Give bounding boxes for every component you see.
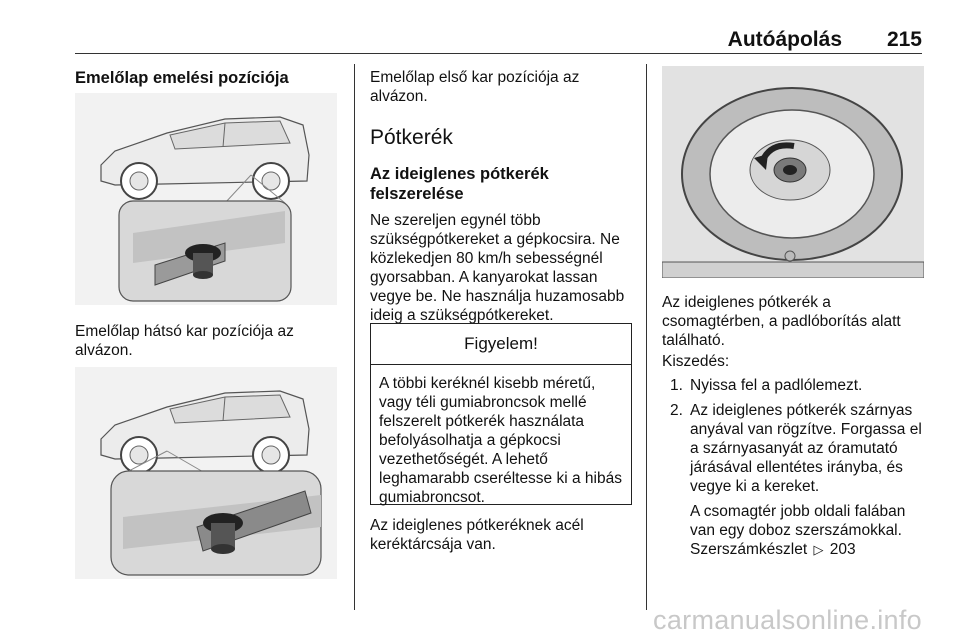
- removal-steps: [662, 376, 932, 565]
- warning-title: Figyelem!: [371, 324, 631, 365]
- reference-label: Szerszámkészlet: [690, 541, 808, 558]
- step-number: 1.: [670, 377, 683, 394]
- section-title: Pótkerék: [370, 126, 453, 149]
- car-jack-front-illustration: [75, 367, 337, 579]
- middle-after: Az ideiglenes pótkeréknek acél keréktárcsája van.: [370, 517, 584, 553]
- spare-wheel-illustration: [662, 66, 924, 278]
- car-jack-rear-illustration: [75, 93, 337, 305]
- header-rule: [75, 53, 922, 54]
- page-number: 215: [886, 28, 922, 51]
- step-number: 2.: [670, 402, 683, 419]
- page-header-title: Autóápolás: [727, 28, 842, 51]
- arrow-reference-icon: ▷: [813, 542, 824, 557]
- column-divider-2: [646, 64, 647, 610]
- removal-label: Kiszedés:: [662, 353, 730, 370]
- figure-rear-jack-position: [75, 93, 337, 305]
- warning-text: A többi keréknél kisebb méretű, vagy téli gumiabroncsok mellé felszerelt pótkerék használata befolyásolhatja a gépkocsi vezethetőségét. A lehető leghamarabb cseréltesse ki a hibás gumiabroncsot.: [379, 375, 622, 506]
- left-caption-rear: Emelőlap hátsó kar pozíciója az alvázon.: [75, 323, 294, 359]
- step-text: Az ideiglenes pótkerék szárnyas anyával van rögzítve. Forgassa el a szárnyasanyát az óramutató járásával ellentétes irányba, és vegye ki a kereket.: [690, 402, 922, 495]
- left-heading: Emelőlap emelési pozíciója: [75, 69, 289, 87]
- step-text: Nyissa fel a padlólemezt.: [690, 377, 863, 394]
- toolkit-reference: [690, 540, 932, 559]
- warning-box: [370, 323, 632, 505]
- reference-page: 203: [829, 541, 856, 558]
- right-caption: Az ideiglenes pótkerék a csomagtérben, a padlóborítás alatt található.: [662, 294, 901, 349]
- middle-intro: Emelőlap első kar pozíciója az alvázon.: [370, 69, 580, 105]
- list-item: [662, 401, 932, 559]
- column-divider-1: [354, 64, 355, 610]
- subsection-title: Az ideiglenes pótkerék felszerelése: [370, 165, 549, 203]
- toolkit-note: A csomagtér jobb oldali falában van egy doboz szerszámokkal.: [690, 503, 906, 539]
- middle-body: Ne szereljen egynél több szükségpótkereket a gépkocsira. Ne közlekedjen 80 km/h sebességnél gyorsabban. A kanyarokat lassan vegye be. Ne használja huzamosabb ideig a szükségpótkereket.: [370, 212, 625, 324]
- figure-spare-wheel-in-trunk: [662, 66, 924, 278]
- figure-front-jack-position: [75, 367, 337, 579]
- watermark: carmanualsonline.info: [653, 605, 922, 635]
- list-item: [662, 376, 932, 395]
